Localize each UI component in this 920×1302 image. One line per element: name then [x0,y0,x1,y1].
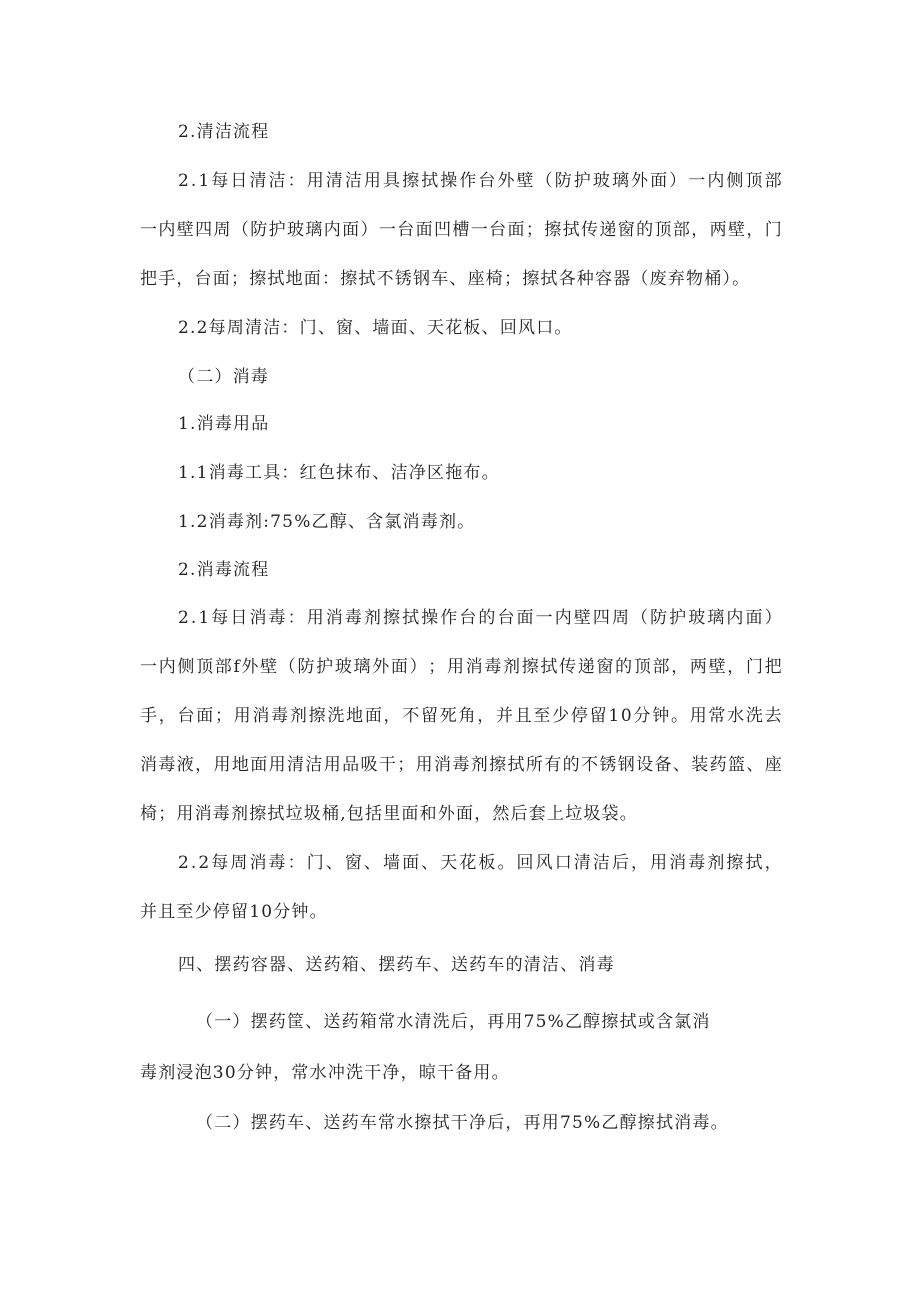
para-medicine-basket-line-2: 毒剂浸泡30分钟，常水冲洗干净，晾干备用。 [140,1063,510,1083]
para-daily-disinfection-line-4: 消 毒 液 ， 用 地 面 用 清 洁 用 品 吸 干 ； 用 消 毒 剂 擦 拭 所 有 的 不 锈 钢 设 备 、 装 药 篮 、 座 [140,755,782,775]
para-daily-disinfection-line-3: 手 ， 台 面 ； 用 消 毒 剂 擦 洗 地 面 ， 不 留 死 角 ， 并 且 至 少 停 留 1 0 分 钟 。 用 常 水 洗 去 [140,706,782,726]
para-disinfection-tools: 1.1消毒工具：红色抹布、洁净区拖布。 [178,463,500,483]
heading-disinfection: （二）消毒 [178,367,269,387]
para-daily-disinfection-line-1: 2 . 1 每 日 消 毒 ： 用 消 毒 剂 擦 拭 操 作 台 的 台 面 一 内 壁 四 周 （ 防 护 玻 璃 内 面 ） [178,608,782,628]
para-daily-disinfection-line-2: 一 内 侧 顶 部 f 外 壁 （ 防 护 玻 璃 外 面 ） ； 用 消 毒 剂 擦 拭 传 递 窗 的 顶 部 ， 两 壁 ， 门 把 [140,657,782,677]
para-daily-cleaning-line-3: 把手，台面；擦拭地面：擦拭不锈钢车、座椅；擦拭各种容器（废弃物桶）。 [140,269,751,289]
heading-disinfection-process: 2.消毒流程 [178,560,270,580]
para-disinfectant: 1.2消毒剂:75%乙醇、含氯消毒剂。 [178,512,476,532]
para-weekly-disinfection-line-2: 并且至少停留10分钟。 [140,902,328,922]
para-daily-cleaning-line-1: 2 . 1 每 日 清 洁 ： 用 清 洁 用 具 擦 拭 操 作 台 外 壁 （ 防 护 玻 璃 外 面 ） 一 内 侧 顶 部 [178,171,782,191]
para-daily-cleaning-line-2: 一 内 壁 四 周 （ 防 护 玻 璃 内 面 ） 一 台 面 凹 槽 一 台 面 ； 擦 拭 传 递 窗 的 顶 部 ， 两 壁 ， 门 [140,220,782,240]
para-weekly-disinfection-line-1: 2 . 2 每 周 消 毒 ： 门 、 窗 、 墙 面 、 天 花 板 。 回 风 口 清 洁 后 ， 用 消 毒 剂 擦 拭 ， [178,853,782,873]
heading-disinfection-supplies: 1.消毒用品 [178,414,270,434]
para-weekly-cleaning: 2.2每周清洁：门、窗、墙面、天花板、回风口。 [178,318,573,338]
para-medicine-basket-line-1: （一）摆药筐、送药箱常水清洗后，再用75%乙醇擦拭或含氯消 [196,1012,711,1032]
para-medicine-cart: （二）摆药车、送药车常水擦拭干净后，再用75%乙醇擦拭消毒。 [196,1113,729,1133]
heading-cleaning-process: 2.清洁流程 [178,122,270,142]
para-daily-disinfection-line-5: 椅；用消毒剂擦拭垃圾桶,包括里面和外面，然后套上垃圾袋。 [140,804,639,824]
heading-section-four: 四、摆药容器、送药箱、摆药车、送药车的清洁、消毒 [178,955,615,975]
